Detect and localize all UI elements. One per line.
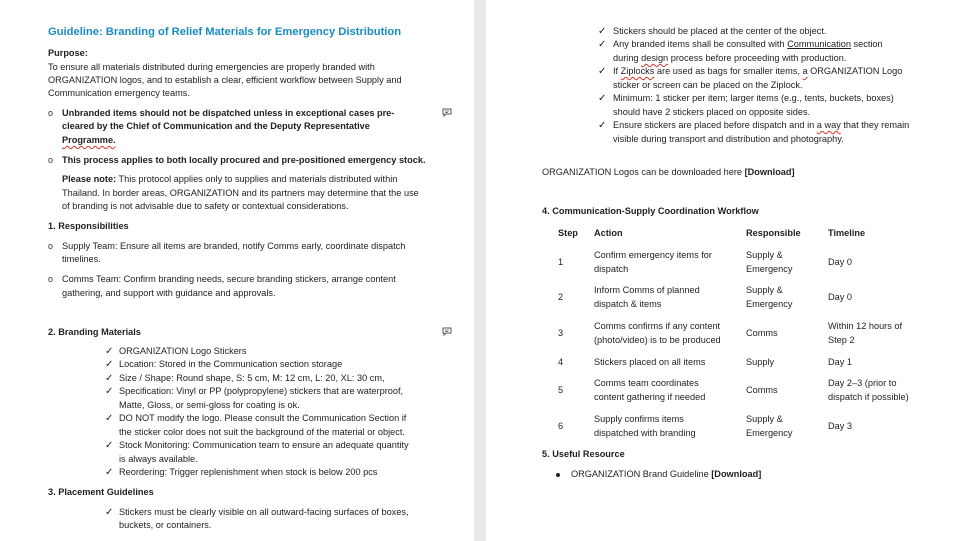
list-item: Matte, Gloss, or semi-gloss for coating is ok. — [119, 400, 300, 410]
bullet-circle-icon: o — [48, 155, 54, 165]
text-run: during — [613, 53, 642, 63]
checkmark-icon: ✓ — [105, 413, 114, 424]
text-run: ORGANIZATION Logo — [807, 66, 903, 76]
table-cell: 3 — [558, 328, 564, 338]
text-run: a — [802, 66, 808, 76]
note-text: This protocol applies only to supplies and materials distributed within — [116, 174, 398, 184]
list-item: Stickers must be clearly visible on all outward-facing surfaces of boxes, — [119, 507, 409, 517]
table-cell: Emergency — [746, 428, 793, 438]
section-heading: 2. Branding Materials — [48, 327, 141, 337]
note-line: of branding is not advisable due to safety or contextual considerations. — [62, 201, 349, 211]
text-run: that they remain — [840, 120, 910, 130]
table-cell: 4 — [558, 357, 564, 367]
table-cell: dispatch if possible) — [828, 392, 909, 402]
text-run: design — [641, 53, 669, 63]
bullet-text: Unbranded items should not be dispatched unless in exceptional cases pre- — [62, 108, 395, 118]
list-item: should have 2 stickers placed on opposite sides. — [613, 107, 811, 117]
list-item: Location: Stored in the Communication section storage — [119, 359, 343, 369]
table-cell: Supply — [746, 357, 775, 367]
checkmark-icon: ✓ — [598, 120, 607, 131]
table-cell: Day 3 — [828, 421, 853, 431]
checkmark-icon: ✓ — [105, 359, 114, 370]
text-run: Communication — [787, 39, 851, 49]
table-cell: Step 2 — [828, 335, 855, 345]
checkmark-icon: ✓ — [598, 66, 607, 77]
list-item: Minimum: 1 sticker per item; larger items (e.g., tents, buckets, boxes) — [613, 93, 894, 103]
table-cell: 6 — [558, 421, 564, 431]
resource-line — [571, 468, 761, 482]
note-label: Please note: — [62, 174, 117, 184]
list-item: Specification: Vinyl or PP (polypropylene) stickers that are waterproof, — [119, 386, 404, 396]
logos-text: ORGANIZATION Logos can be downloaded here — [542, 167, 745, 177]
table-header: Action — [594, 228, 623, 238]
table-cell: Within 12 hours of — [828, 321, 903, 331]
list-item: timelines. — [62, 254, 101, 264]
text-run: Any branded items shall be consulted with — [613, 39, 788, 49]
table-cell: Supply & — [746, 250, 783, 260]
table-cell: Day 2–3 (prior to — [828, 378, 897, 388]
table-cell: Day 1 — [828, 357, 853, 367]
bullet-text: This process applies to both locally procured and pre-positioned emergency stock. — [62, 155, 426, 165]
purpose-line: To ensure all materials distributed during emergencies are properly branded with — [48, 62, 375, 72]
document-page-right — [486, 0, 960, 541]
list-item: buckets, or containers. — [119, 520, 212, 530]
bullet-circle-icon: o — [48, 108, 54, 118]
list-item: DO NOT modify the logo. Please consult the Communication Section if — [119, 413, 407, 423]
text-run: are used as bags for smaller items, — [654, 66, 803, 76]
list-item: Stock Monitoring: Communication team to ensure an adequate quantity — [119, 440, 409, 450]
list-item: gathering, and support with guidance and approvals. — [62, 288, 276, 298]
table-header: Step — [558, 228, 578, 238]
bullet-dot-icon — [556, 473, 560, 477]
list-item: Size / Shape: Round shape, S: 5 cm, M: 12 cm, L: 20, XL: 30 cm, — [119, 373, 385, 383]
checkmark-icon: ✓ — [105, 373, 114, 384]
section-heading: 4. Communication-Supply Coordination Workflow — [542, 206, 759, 216]
comment-icon[interactable] — [442, 327, 452, 336]
bullet-text: cleared by the Chief of Communication and the Deputy Representative — [62, 121, 370, 131]
table-cell: Emergency — [746, 299, 793, 309]
list-item: is always available. — [119, 454, 198, 464]
note-line — [62, 173, 397, 187]
note-line: Thailand. In border areas, ORGANIZATION and its partners may determine that the use — [62, 188, 419, 198]
text-run: a way — [816, 120, 841, 130]
table-cell: Comms — [746, 385, 778, 395]
table-cell: Confirm emergency items for — [594, 250, 712, 260]
logos-download-link[interactable]: [Download] — [744, 167, 795, 177]
table-cell: (photo/video) is to be produced — [594, 335, 721, 345]
checkmark-icon: ✓ — [598, 39, 607, 50]
text-run: section — [850, 39, 883, 49]
checkmark-icon: ✓ — [598, 93, 607, 104]
list-item: the sticker color does not suit the background of the material or object. — [119, 427, 405, 437]
list-item: visible during transport and distribution and photography. — [613, 134, 844, 144]
list-item — [613, 65, 902, 79]
section-heading: 1. Responsibilities — [48, 221, 129, 231]
checkmark-icon: ✓ — [598, 26, 607, 37]
bullet-circle-icon: o — [48, 274, 54, 284]
table-cell: Stickers placed on all items — [594, 357, 706, 367]
table-cell: dispatched with branding — [594, 428, 696, 438]
document-page-left — [0, 0, 474, 541]
table-cell: Day 0 — [828, 257, 853, 267]
brand-guideline-download-link[interactable]: [Download] — [711, 469, 762, 479]
list-item — [613, 119, 909, 133]
bullet-text: Programme. — [62, 135, 116, 145]
table-cell: Supply & — [746, 414, 783, 424]
logos-download-line — [542, 166, 795, 180]
section-heading: 5. Useful Resource — [542, 449, 625, 459]
table-cell: Day 0 — [828, 292, 853, 302]
table-cell: Supply & — [746, 285, 783, 295]
table-cell: Comms confirms if any content — [594, 321, 721, 331]
list-item: sticker or screen can be placed on the Ziplock. — [613, 80, 803, 90]
list-item — [613, 52, 846, 66]
list-item — [613, 38, 883, 52]
table-cell: Comms — [746, 328, 778, 338]
checkmark-icon: ✓ — [105, 467, 114, 478]
purpose-line: Communication emergency teams. — [48, 88, 190, 98]
resource-text: ORGANIZATION Brand Guideline — [571, 469, 712, 479]
table-cell: 2 — [558, 292, 564, 302]
table-header: Responsible — [746, 228, 801, 238]
table-cell: dispatch & items — [594, 299, 662, 309]
table-cell: 5 — [558, 385, 564, 395]
table-header: Timeline — [828, 228, 866, 238]
document-title: Guideline: Branding of Relief Materials for Emergency Distribution — [48, 26, 402, 38]
checkmark-icon: ✓ — [105, 440, 114, 451]
text-run: If — [613, 66, 621, 76]
table-cell: Emergency — [746, 264, 793, 274]
table-cell: Supply confirms items — [594, 414, 684, 424]
table-cell: dispatch — [594, 264, 629, 274]
list-item: Supply Team: Ensure all items are branded, notify Comms early, coordinate dispatch — [62, 241, 406, 251]
list-item: ORGANIZATION Logo Stickers — [119, 346, 247, 356]
list-item: Comms Team: Confirm branding needs, secure branding stickers, arrange content — [62, 274, 396, 284]
comment-icon[interactable] — [442, 108, 452, 117]
table-cell: content gathering if needed — [594, 392, 706, 402]
list-item: Reordering: Trigger replenishment when stock is below 200 pcs — [119, 467, 378, 477]
purpose-heading: Purpose: — [48, 48, 88, 58]
section-heading: 3. Placement Guidelines — [48, 487, 154, 497]
text-run: process before proceeding with production. — [668, 53, 847, 63]
bullet-circle-icon: o — [48, 241, 54, 251]
text-run: Ziplocks — [620, 66, 655, 76]
checkmark-icon: ✓ — [105, 507, 114, 518]
checkmark-icon: ✓ — [105, 386, 114, 397]
list-item: Stickers should be placed at the center of the object. — [613, 26, 827, 36]
table-cell: 1 — [558, 257, 564, 267]
purpose-line: ORGANIZATION logos, and to establish a clear, efficient workflow between Supply and — [48, 75, 402, 85]
checkmark-icon: ✓ — [105, 346, 114, 357]
text-run: Ensure stickers are placed before dispatch and in — [613, 120, 817, 130]
table-cell: Inform Comms of planned — [594, 285, 700, 295]
table-cell: Comms team coordinates — [594, 378, 699, 388]
